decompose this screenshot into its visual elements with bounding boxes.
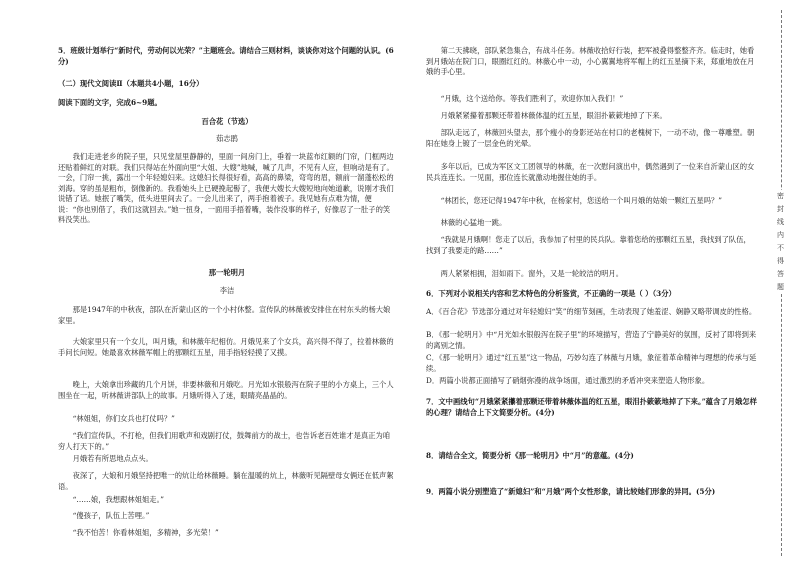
question-9: 9．两篇小说分别塑造了“新媳妇”和“月娥”两个女性形象，请比较她们形象的异同。(5分) bbox=[426, 487, 716, 496]
seal-line-notice: 密封线内不得答题 bbox=[775, 190, 788, 294]
text2-paragraph-8: “……娘，我想跟林姐姐走。” bbox=[72, 495, 164, 504]
text2-paragraph-12: “月娥，这个送给你。等我们胜利了，欢迎你加入我们！” bbox=[440, 94, 624, 103]
text1-author: 茹志鹃 bbox=[216, 134, 238, 143]
text2-paragraph-16: “林团长，您还记得1947年中秋，在杨家村，您送给一个叫月娥的姑娘一颗红五星吗？” bbox=[440, 196, 723, 205]
text2-paragraph-9: “傻孩子，队伍上苦哩。” bbox=[72, 511, 150, 520]
text2-paragraph-11: 第二天拂晓，部队紧急集合，有战斗任务。林薇收拾好行装，把军被叠得整整齐齐。临走时，她看到月娥站在院门口，眼圈红红的。林薇心中一动，小心翼翼地将军帽上的红五星摘下来，郑重地放在月娥的手心里。 bbox=[426, 46, 755, 77]
question-6-option-a: A．《百合花》节选部分通过对年轻媳妇“笑”的细节刻画，生动表现了她羞涩、娴静又略带调皮的性格。 bbox=[426, 307, 757, 316]
text2-paragraph-7: 夜深了，大娘和月娥坚持把唯一的炕让给林薇睡。躺在温暖的炕上，林薇听见隔壁母女俩还在低声絮语。 bbox=[58, 471, 394, 491]
question-7: 7．文中画线句“月娥紧紧攥着那颗还带着林薇体温的红五星，眼泪扑簌簌地掉了下来。”蕴含了月娥怎样的心理？请结合上下文简要分析。(4分) bbox=[426, 397, 757, 417]
text2-paragraph-1: 那是1947年的中秋夜，部队在沂蒙山区的一个小村休整。宣传队的林薇被安排住在村东头的杨大娘家里。 bbox=[58, 305, 391, 325]
text2-paragraph-10: “我不怕苦！你看林姐姐，多精神，多光荣！” bbox=[72, 528, 219, 537]
question-6-option-c: C．《那一轮明月》通过“红五星”这一物品，巧妙勾连了林薇与月娥，象征着革命精神与理想的传承与延续。 bbox=[426, 353, 757, 373]
section-title: （二）现代文阅读Ⅱ（本题共4小题，16分） bbox=[58, 79, 204, 88]
reading-instruction: 阅读下面的文字，完成6~9题。 bbox=[58, 98, 162, 107]
question-6-option-b: B．《那一轮明月》中“月光如水银般泻在院子里”的环境描写，营造了宁静美好的氛围，反衬了即将到来的离别之情。 bbox=[426, 330, 757, 350]
text2-paragraph-4: “林姐姐，你们女兵也打仗吗？” bbox=[72, 414, 175, 423]
text2-title: 那一轮明月 bbox=[208, 268, 246, 277]
text2-paragraph-6: 月娥若有所思地点点头。 bbox=[72, 454, 153, 463]
text1-title: 百合花（节选） bbox=[201, 117, 253, 126]
question-8: 8．请结合全文，简要分析《那一轮明月》中“月”的意蕴。(4分) bbox=[426, 451, 634, 460]
text2-paragraph-3: 晚上，大娘拿出珍藏的几个月饼，非要林薇和月娥吃。月光如水银般泻在院子里的小方桌上，三个人围坐在一起，听林薇讲部队上的故事。月娥听得入了迷，眼睛亮晶晶的。 bbox=[58, 380, 394, 400]
question-6: 6．下列对小说相关内容和艺术特色的分析鉴赏，不正确的一项是（ ）（3分） bbox=[426, 289, 676, 298]
question-6-option-d: D．两篇小说都正面描写了硝烟弥漫的战争场面，通过激烈的矛盾冲突来塑造人物形象。 bbox=[426, 376, 710, 385]
text2-author: 李洁 bbox=[219, 286, 235, 295]
text1-paragraph: 我们走进老乡的院子里，只见堂屋里静静的，里面一间房门上，垂着一块蓝布红额的门帘，门框两边还贴着鲜红的对联。我们只得站在外面向里“大姐、大嫂”地喊，喊了几声，不见有人应，但响动是有了。一会，门帘一挑，露出一个年轻媳妇来。这媳妇长得很好看，高高的鼻梁，弯弯的眉，额前一溜蓬松松的刘海。穿的虽是粗布，倒像新的。我看她头上已硬挽起髻了，我便大嫂长大嫂短地向她道歉，说刚才我们说错了话。她抿了嘴笑，低头进里间去了。一会儿出来了，两手抱着被子。我见她有点难为情，便说：“你也别借了，我们这就回去。”她一扭身，一面用手捂着嘴，装作没事的样子，好像忍了一肚子的笑料没笑出。 bbox=[58, 152, 394, 225]
question-5: 5．班级计划举行“新时代，劳动何以光荣？”主题班会。请结合三则材料，谈谈你对这个问题的认识。(6分) bbox=[58, 46, 394, 66]
seal-line-margin bbox=[772, 0, 792, 566]
text2-paragraph-2: 大娘家里只有一个女儿，叫月娥，和林薇年纪相仿。月娥见来了个女兵，高兴得不得了，拉着林薇的手问长问短。她最喜欢林薇军帽上的那颗红五星，用手指轻轻摸了又摸。 bbox=[58, 337, 394, 357]
text2-paragraph-18: “我就是月娥啊！您走了以后，我参加了村里的民兵队。靠着您给的那颗红五星，我找到了队伍，找到了我要走的路……” bbox=[426, 235, 751, 255]
text2-paragraph-17: 林薇的心猛地一跳。 bbox=[440, 218, 507, 227]
text2-paragraph-13: 月娥紧紧攥着那颗还带着林薇体温的红五星，眼泪扑簌簌地掉了下来。 bbox=[440, 111, 667, 120]
text2-paragraph-15: 多年以后，已成为军区文工团领导的林薇，在一次慰问演出中，偶然遇到了一位来自沂蒙山区的女民兵连连长。一见面，那位连长就激动地握住她的手。 bbox=[426, 162, 755, 182]
text2-paragraph-5: “我们宣传队，不打枪，但我们用歌声和戏剧打仗，鼓舞前方的战士，也告诉老百姓谁才是真正为咱穷人打天下的。” bbox=[58, 431, 391, 451]
text2-paragraph-19: 两人紧紧相拥，泪如雨下。窗外，又是一轮皎洁的明月。 bbox=[440, 269, 624, 278]
text2-paragraph-14: 部队走远了，林薇回头望去，那个瘦小的身影还站在村口的老槐树下，一动不动，像一尊雕塑。朝阳在她身上镀了一层金色的光晕。 bbox=[426, 128, 755, 148]
